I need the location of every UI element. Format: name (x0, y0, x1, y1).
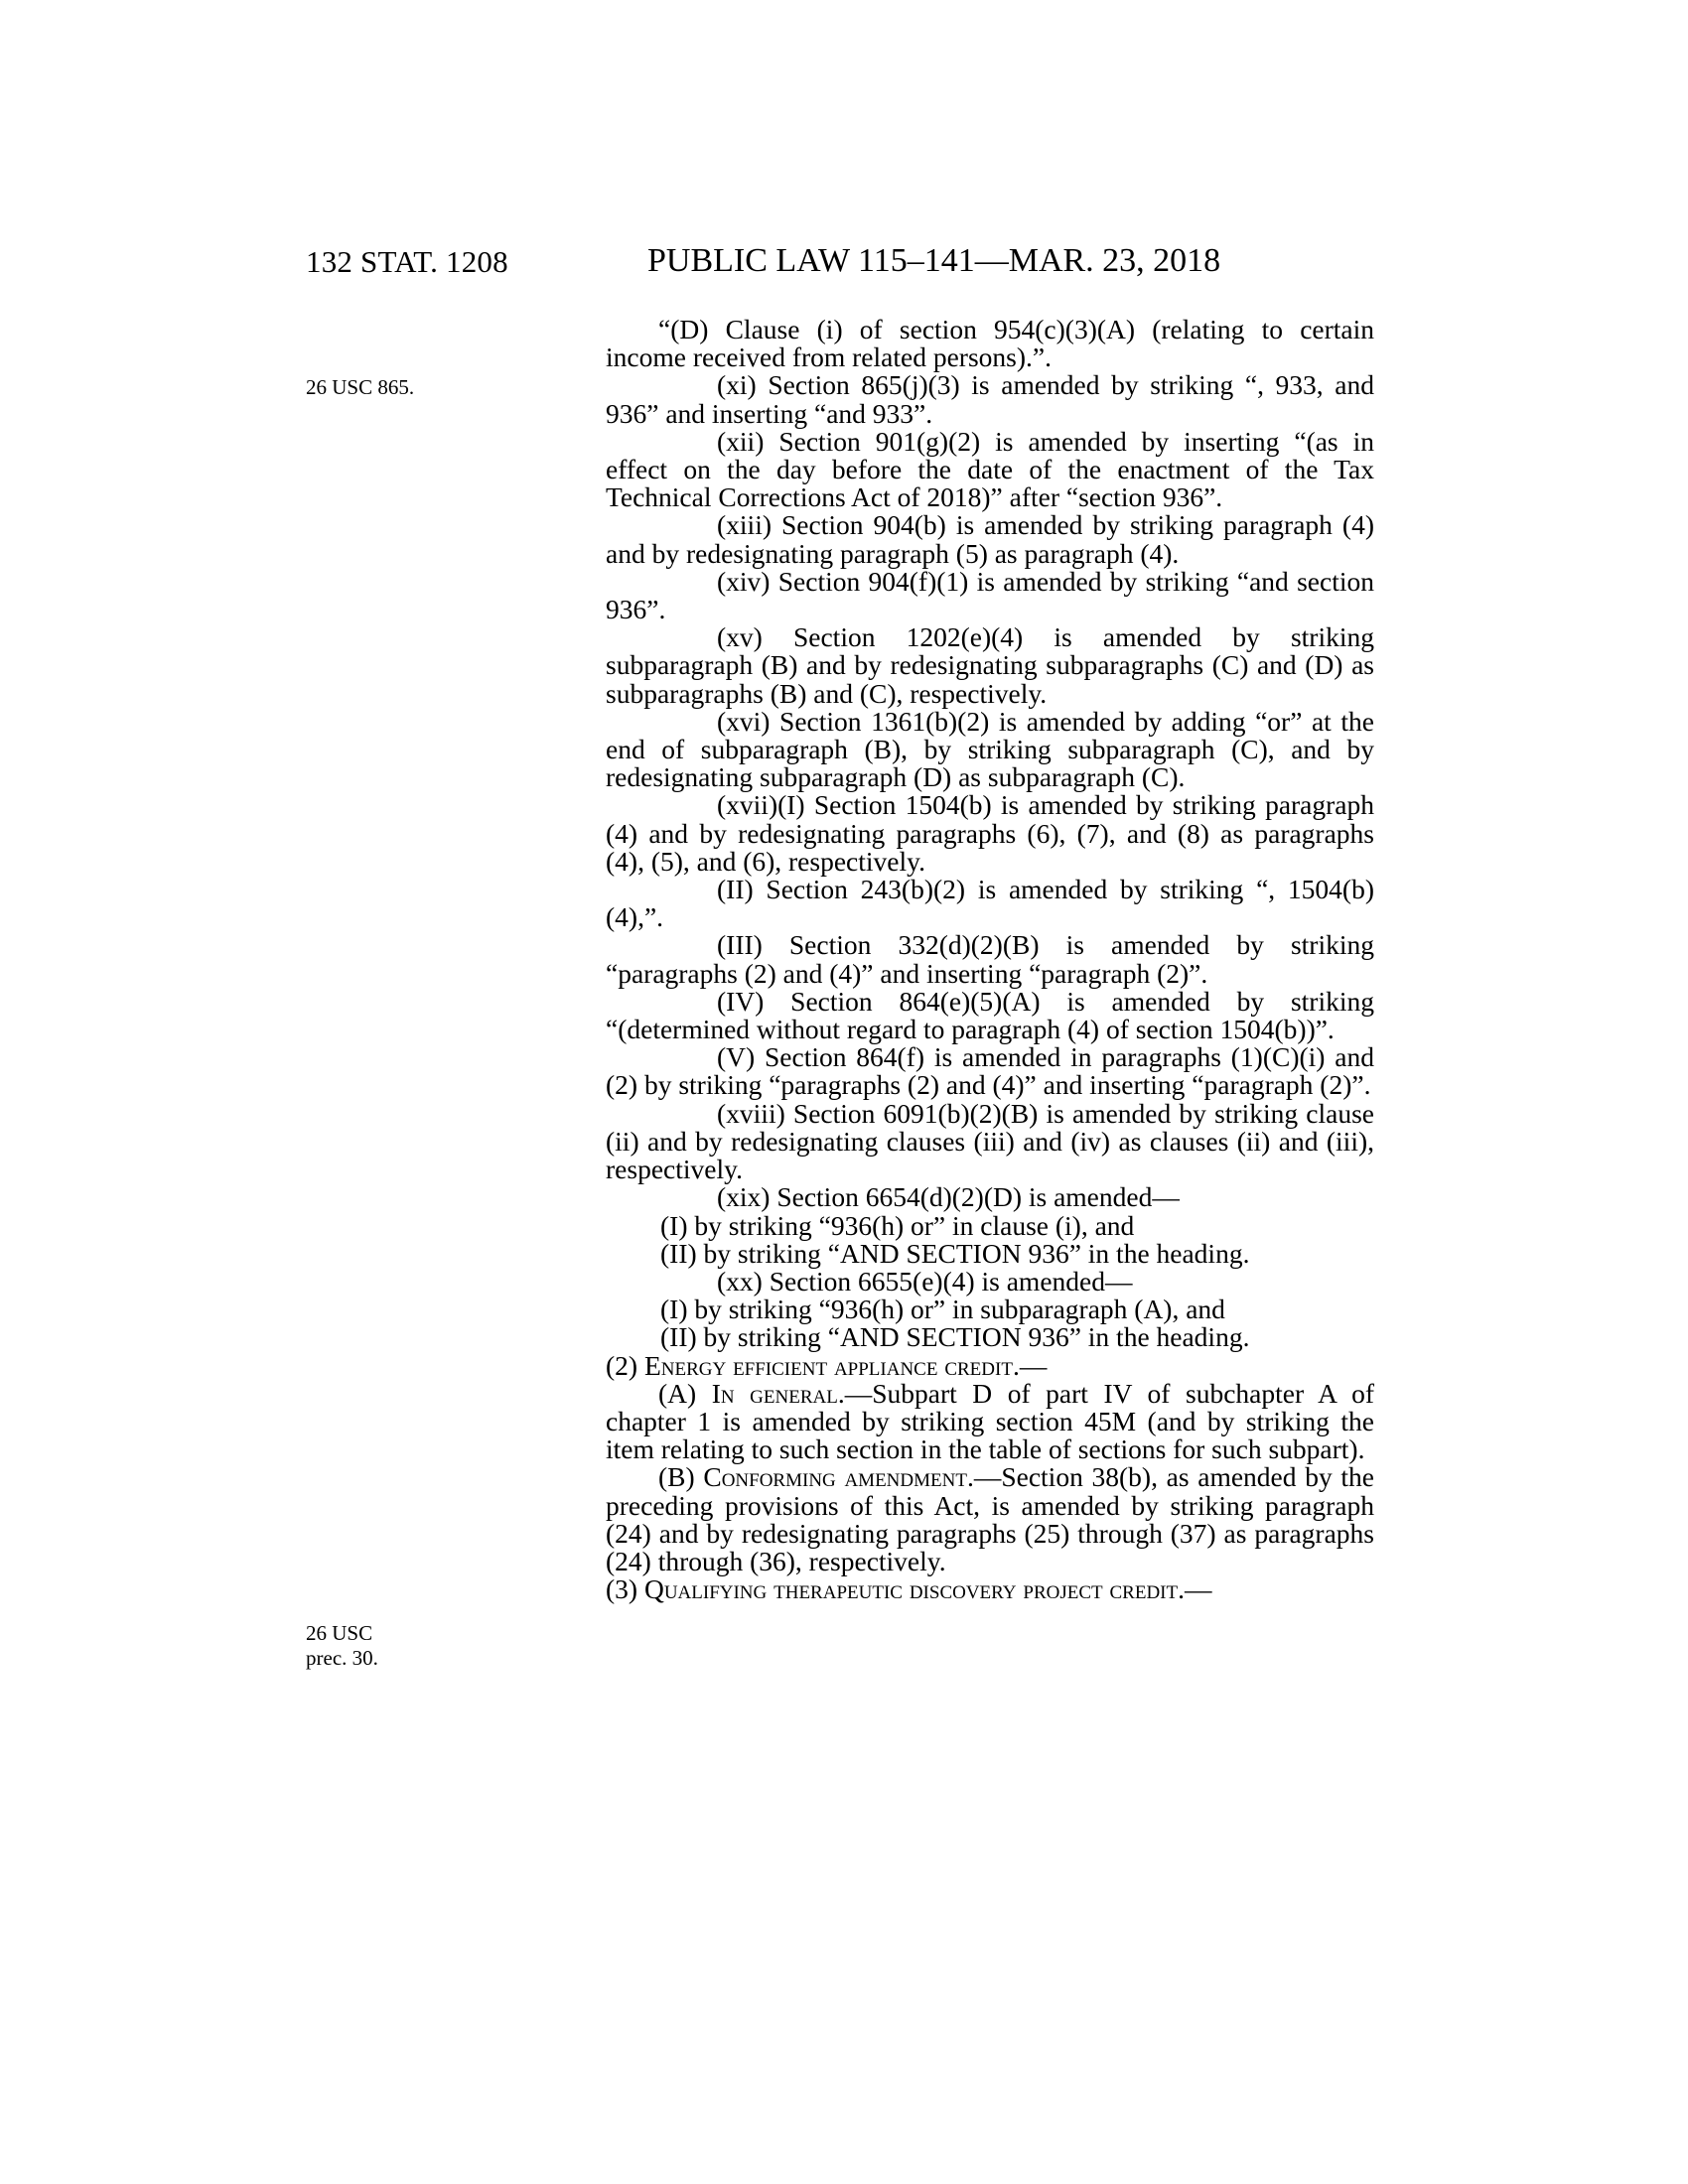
margin-note-line: prec. 30. (306, 1646, 378, 1670)
document-body (606, 316, 1374, 1603)
page-reference: 132 STAT. 1208 (306, 244, 508, 279)
heading-number: (A) (658, 1377, 712, 1409)
paragraph (606, 1377, 1374, 1465)
paragraph: (xi) Section 865(j)(3) is amended by striking “, 933, and 936” and inserting “and 933”. (606, 369, 1374, 429)
paragraph (606, 1323, 1374, 1351)
paragraph: (II) Section 243(b)(2) is amended by striking “, 1504(b)(4),”. (606, 874, 1374, 933)
paragraph: (xiii) Section 904(b) is amended by striking paragraph (4) and by redesignating paragraph (5) as paragraph (4). (606, 509, 1374, 569)
paragraph: (xviii) Section 6091(b)(2)(B) is amended by striking clause (ii) and by redesignating clauses (iii) and (iv) as clauses (ii) and (iii), respectively. (606, 1097, 1374, 1185)
small-caps-heading: In general (711, 1377, 838, 1409)
paragraph: (V) Section 864(f) is amended in paragraphs (1)(C)(i) and (2) by striking “paragraphs (2) and (4)” and inserting “paragraph (2)”. (606, 1041, 1374, 1101)
text-run: (II) by striking “ (660, 1237, 840, 1269)
paragraph: “(D) Clause (i) of section 954(c)(3)(A) (relating to certain income received from related persons).”. (606, 314, 1374, 373)
heading-number: (2) (606, 1349, 644, 1381)
heading-number: (B) (658, 1461, 704, 1493)
heading-end: .— (1178, 1573, 1212, 1605)
section-heading (606, 1575, 1374, 1603)
paragraph: (xvi) Section 1361(b)(2) is amended by adding “or” at the end of subparagraph (B), by striking subparagraph (C), and by redesignating subparagraph (D) as subparagraph (C). (606, 705, 1374, 793)
paragraph: (xiv) Section 904(f)(1) is amended by striking “and section 936”. (606, 565, 1374, 625)
running-title: PUBLIC LAW 115–141—MAR. 23, 2018 (647, 242, 1221, 279)
text-run: .—Section 38(b), as amended by the preceding provisions of this Act, is amended by striking paragraph (24) and by redesignating paragraphs (25) through (37) as paragraphs (24) through (36), respectively. (606, 1461, 1374, 1576)
paragraph: (I) by striking “936(h) or” in subparagraph (A), and (660, 1294, 1225, 1325)
paragraph: (III) Section 332(d)(2)(B) is amended by striking “paragraphs (2) and (4)” and inserting “paragraph (2)”. (606, 929, 1374, 989)
text-run: 936” in the heading. (1021, 1321, 1250, 1353)
paragraph: (xii) Section 901(g)(2) is amended by inserting “(as in effect on the day before the date of the enactment of the Tax Technical Corrections Act of 2018)” after “section 936”. (606, 425, 1374, 513)
heading-number: (3) (606, 1573, 644, 1605)
small-caps-heading: Qualifying therapeutic discovery project credit (643, 1573, 1179, 1605)
paragraph: (I) by striking “936(h) or” in clause (i), and (660, 1209, 1135, 1241)
margin-note-usc-865: 26 USC 865. (306, 375, 415, 399)
paragraph: (xvii)(I) Section 1504(b) is amended by striking paragraph (4) and by redesignating paragraphs (6), (7), and (8) as paragraphs (4), (5), and (6), respectively. (606, 789, 1374, 877)
paragraph: (xx) Section 6655(e)(4) is amended— (717, 1265, 1133, 1297)
heading-end: .— (1012, 1349, 1048, 1381)
margin-note-line: 26 USC (306, 1621, 373, 1645)
margin-note-usc-prec-30 (306, 1621, 378, 1671)
paragraph: (IV) Section 864(e)(5)(A) is amended by striking “(determined without regard to paragraph (4) of section 1504(b))”. (606, 985, 1374, 1045)
paragraph (606, 1237, 1374, 1269)
text-run: 936” in the heading. (1021, 1237, 1250, 1269)
paragraph: (xv) Section 1202(e)(4) is amended by striking subparagraph (B) and by redesignating subparagraphs (C) and (D) as subparagraphs (B) and (C), respectively. (606, 621, 1374, 709)
small-caps-heading: Conforming amendment (703, 1461, 967, 1493)
text-run: (II) by striking “ (660, 1321, 840, 1353)
paragraph (606, 1463, 1374, 1575)
text-run: .—Subpart D of part IV of subchapter A of chapter 1 is amended by striking section 45M (and by striking the item relating to such section in the table of sections for such subpart). (606, 1377, 1374, 1465)
paragraph: (xix) Section 6654(d)(2)(D) is amended— (717, 1181, 1180, 1213)
small-caps-run: AND SECTION (840, 1237, 1022, 1269)
small-caps-heading: Energy efficient appliance credit (643, 1349, 1013, 1381)
section-heading (606, 1349, 1374, 1381)
small-caps-run: AND SECTION (840, 1321, 1022, 1353)
